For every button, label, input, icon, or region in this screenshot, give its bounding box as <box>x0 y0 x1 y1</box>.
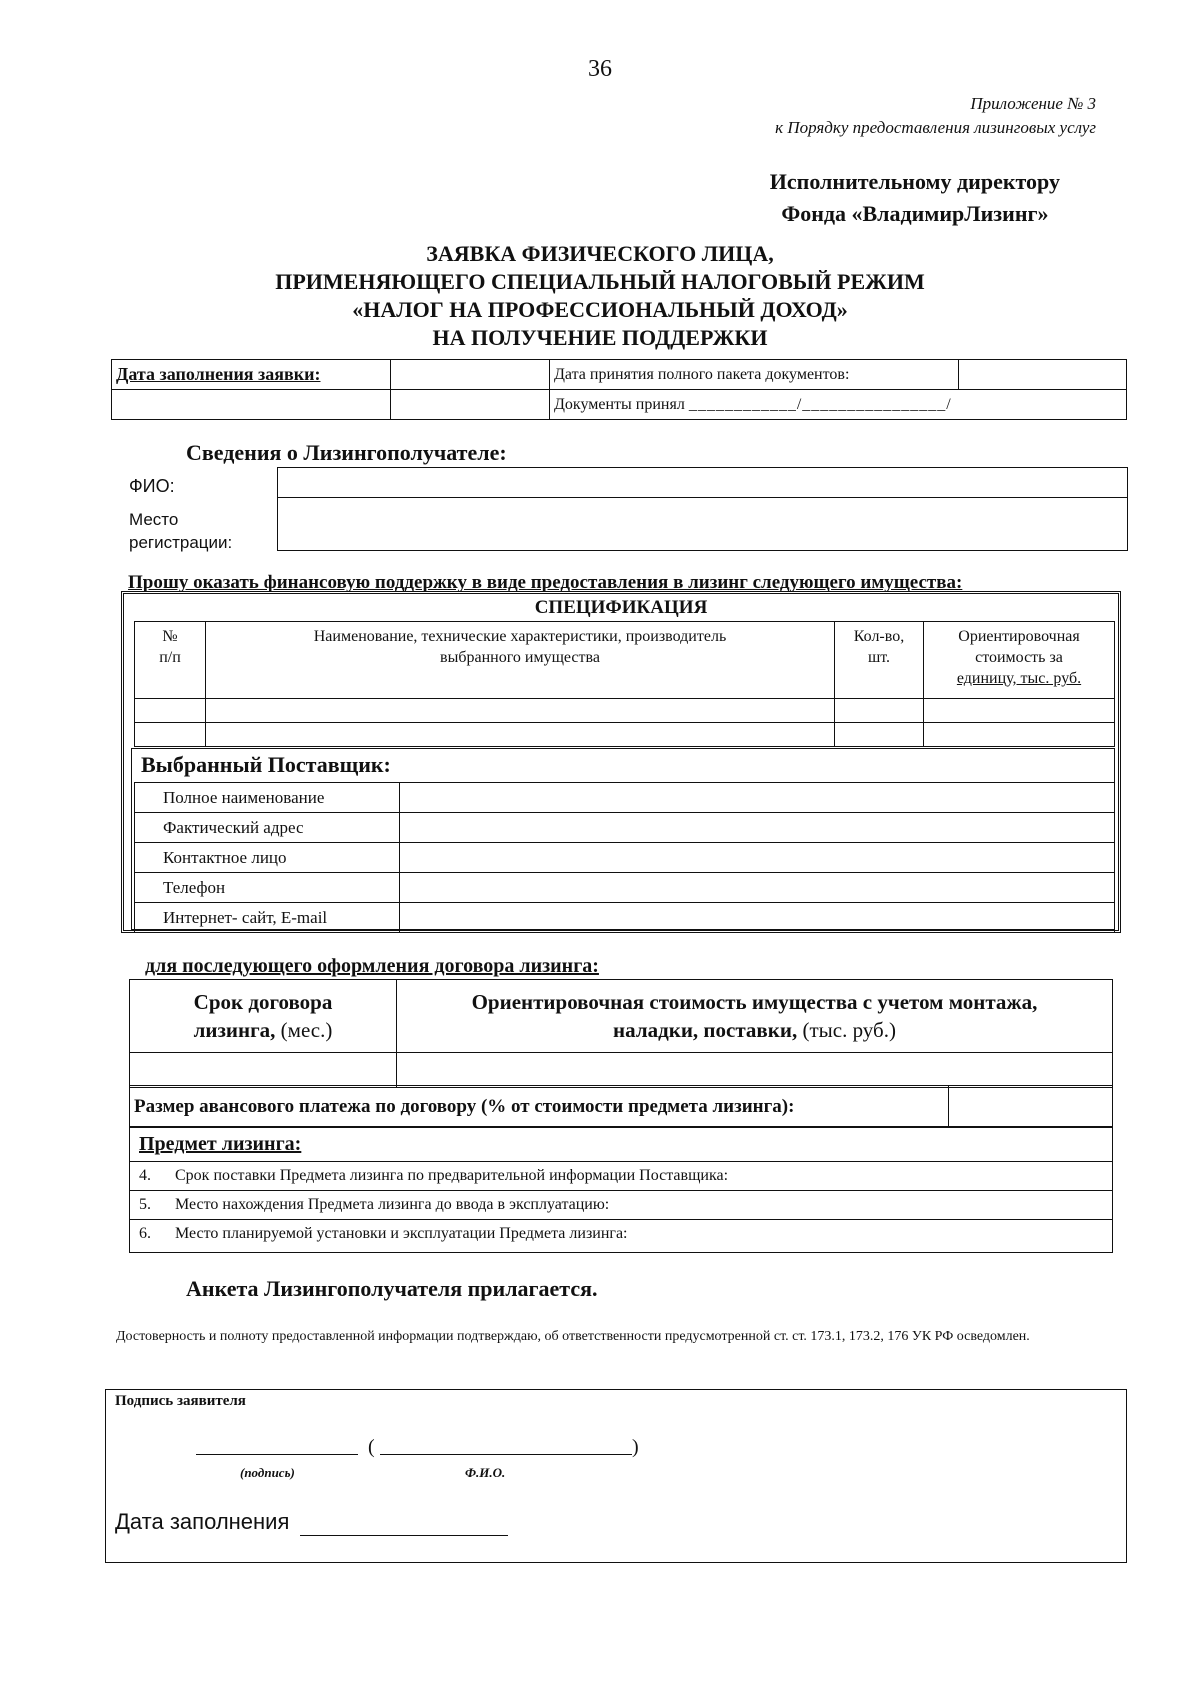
supplier-address-field[interactable] <box>400 813 1115 843</box>
col-qty-header <box>835 622 924 699</box>
supplier-address-label: Фактический адрес <box>135 813 400 843</box>
title-line-1: ЗАЯВКА ФИЗИЧЕСКОГО ЛИЦА, <box>426 241 774 266</box>
fill-date-label: Дата заполнения заявки: <box>112 360 391 390</box>
table-cell[interactable] <box>835 699 924 723</box>
supplier-title: Выбранный Поставщик: <box>141 752 391 777</box>
specification-title: СПЕЦИФИКАЦИЯ <box>534 597 708 618</box>
table-cell[interactable] <box>924 699 1115 723</box>
documents-accepted[interactable] <box>550 390 1127 420</box>
lessee-info-table <box>277 467 1128 551</box>
list-item[interactable] <box>129 1220 1113 1249</box>
supplier-full-name-label: Полное наименование <box>135 783 400 813</box>
list-item-number: 6. <box>129 1220 171 1249</box>
table-cell[interactable] <box>206 699 835 723</box>
title-line-4: НА ПОЛУЧЕНИЕ ПОДДЕРЖКИ <box>432 325 768 350</box>
fio-label: ФИО: <box>129 476 175 496</box>
addressee <box>770 166 1060 230</box>
supplier-contact-label: Контактное лицо <box>135 843 400 873</box>
lessee-heading: Сведения о Лизингополучателе: <box>186 440 507 465</box>
col-cost-header <box>924 622 1115 699</box>
list-item[interactable] <box>129 1162 1113 1191</box>
registration-field[interactable] <box>278 498 1128 551</box>
empty-cell <box>112 390 391 420</box>
document-title <box>0 240 1200 352</box>
specification-table <box>134 621 1115 747</box>
supplier-phone-label: Телефон <box>135 873 400 903</box>
supplier-row <box>135 813 1115 843</box>
supplier-web-label: Интернет- сайт, E-mail <box>135 903 400 933</box>
col-cost-line-2: стоимость за <box>975 649 1063 666</box>
documents-accepted-label: Документы принял <box>554 395 685 413</box>
table-row <box>130 1053 1113 1088</box>
supplier-web-field[interactable] <box>400 903 1115 933</box>
col-num-header <box>135 622 206 699</box>
fio-caption: Ф.И.О. <box>465 1465 506 1480</box>
fio-line[interactable] <box>380 1452 632 1455</box>
annex-reference <box>775 92 1096 140</box>
fio-open-paren: ( <box>368 1436 375 1458</box>
property-cost-field[interactable] <box>397 1053 1113 1088</box>
property-cost-line-2: наладки, поставки, <box>613 1018 803 1042</box>
list-item-number: 5. <box>129 1191 171 1220</box>
col-name-line-2: выбранного имущества <box>440 649 600 666</box>
table-cell[interactable] <box>135 699 206 723</box>
signature-title: Подпись заявителя <box>115 1393 246 1409</box>
title-line-2: ПРИМЕНЯЮЩЕГО СПЕЦИАЛЬНЫЙ НАЛОГОВЫЙ РЕЖИМ <box>275 269 925 294</box>
leasing-subject-list <box>129 1161 1113 1248</box>
registration-label <box>129 508 232 554</box>
signature-line[interactable] <box>196 1452 358 1455</box>
fio-field[interactable] <box>278 468 1128 498</box>
list-item[interactable] <box>129 1191 1113 1220</box>
fill-date-signature-label: Дата заполнения <box>115 1509 290 1534</box>
table-cell[interactable] <box>924 723 1115 747</box>
property-cost-line-1: Ориентировочная стоимость имущества с учетом монтажа, <box>471 990 1038 1014</box>
lease-term-table <box>129 979 1113 1088</box>
col-name-line-1: Наименование, технические характеристики, производитель <box>313 628 727 645</box>
lease-term-field[interactable] <box>130 1053 397 1088</box>
questionnaire-attached: Анкета Лизингополучателя прилагается. <box>186 1276 598 1301</box>
supplier-phone-field[interactable] <box>400 873 1115 903</box>
further-text: для последующего оформления договора лизинга: <box>145 955 599 977</box>
supplier-row <box>135 843 1115 873</box>
table-cell[interactable] <box>135 723 206 747</box>
list-item-number: 4. <box>129 1162 171 1191</box>
table-cell[interactable] <box>206 723 835 747</box>
accuracy-statement: Достоверность и полноту предоставленной информации подтверждаю, об ответственности предусмотренной ст. ст. 173.1, 173.2, 176 УК РФ осведомлен. <box>116 1329 1030 1344</box>
col-num-line-2: п/п <box>159 649 181 666</box>
advance-payment-table <box>129 1085 1113 1128</box>
addressee-organization: Фонда «ВладимирЛизинг» <box>781 201 1049 226</box>
title-line-3: «НАЛОГ НА ПРОФЕССИОНАЛЬНЫЙ ДОХОД» <box>352 297 848 322</box>
leasing-subject-title: Предмет лизинга: <box>139 1133 302 1155</box>
list-item-text: Место планируемой установки и эксплуатации Предмета лизинга: <box>171 1220 1113 1249</box>
supplier-row <box>135 903 1115 933</box>
annex-number: Приложение № 3 <box>970 94 1096 113</box>
col-qty-line-1: Кол-во, <box>853 628 905 645</box>
received-date-field[interactable] <box>959 360 1127 390</box>
table-row <box>135 723 1115 747</box>
annex-order: к Порядку предоставления лизинговых услуг <box>775 118 1096 137</box>
signature-caption: (подпись) <box>240 1465 295 1480</box>
lease-term-header <box>130 980 397 1053</box>
supplier-contact-field[interactable] <box>400 843 1115 873</box>
col-cost-line-3: единицу, тыс. руб. <box>956 670 1082 687</box>
dates-table <box>111 359 1127 420</box>
lease-term-line-2: лизинга, <box>193 1018 281 1042</box>
supplier-full-name-field[interactable] <box>400 783 1115 813</box>
supplier-table <box>134 782 1115 933</box>
supplier-row <box>135 783 1115 813</box>
fio-close-paren: ) <box>632 1436 639 1458</box>
registration-label-line-2: регистрации: <box>129 533 233 552</box>
fill-date-line[interactable] <box>300 1533 508 1536</box>
fill-date-field[interactable] <box>391 360 550 390</box>
documents-accepted-blank: ____________/________________/ <box>688 395 952 413</box>
addressee-position: Исполнительному директору <box>769 169 1060 194</box>
received-date-label: Дата принятия полного пакета документов: <box>550 360 959 390</box>
lease-term-unit: (мес.) <box>280 1018 333 1042</box>
advance-payment-field[interactable] <box>949 1086 1113 1128</box>
table-cell[interactable] <box>835 723 924 747</box>
advance-payment-label: Размер авансового платежа по договору (% от стоимости предмета лизинга): <box>130 1086 949 1128</box>
list-item-text: Место нахождения Предмета лизинга до ввода в эксплуатацию: <box>171 1191 1113 1220</box>
col-name-header <box>206 622 835 699</box>
registration-label-line-1: Место <box>129 510 179 529</box>
col-qty-line-2: шт. <box>867 649 891 666</box>
property-cost-unit: (тыс. руб.) <box>802 1018 896 1042</box>
col-num-line-1: № <box>162 628 178 645</box>
supplier-row <box>135 873 1115 903</box>
request-text: Прошу оказать финансовую поддержку в виде предоставления в лизинг следующего имущества: <box>128 572 963 593</box>
page-number: 36 <box>588 56 612 82</box>
lease-term-line-1: Срок договора <box>193 990 333 1014</box>
property-cost-header <box>397 980 1113 1053</box>
list-item-text: Срок поставки Предмета лизинга по предварительной информации Поставщика: <box>171 1162 1113 1191</box>
col-cost-line-1: Ориентировочная <box>958 628 1080 645</box>
table-row <box>135 699 1115 723</box>
empty-cell <box>391 390 550 420</box>
